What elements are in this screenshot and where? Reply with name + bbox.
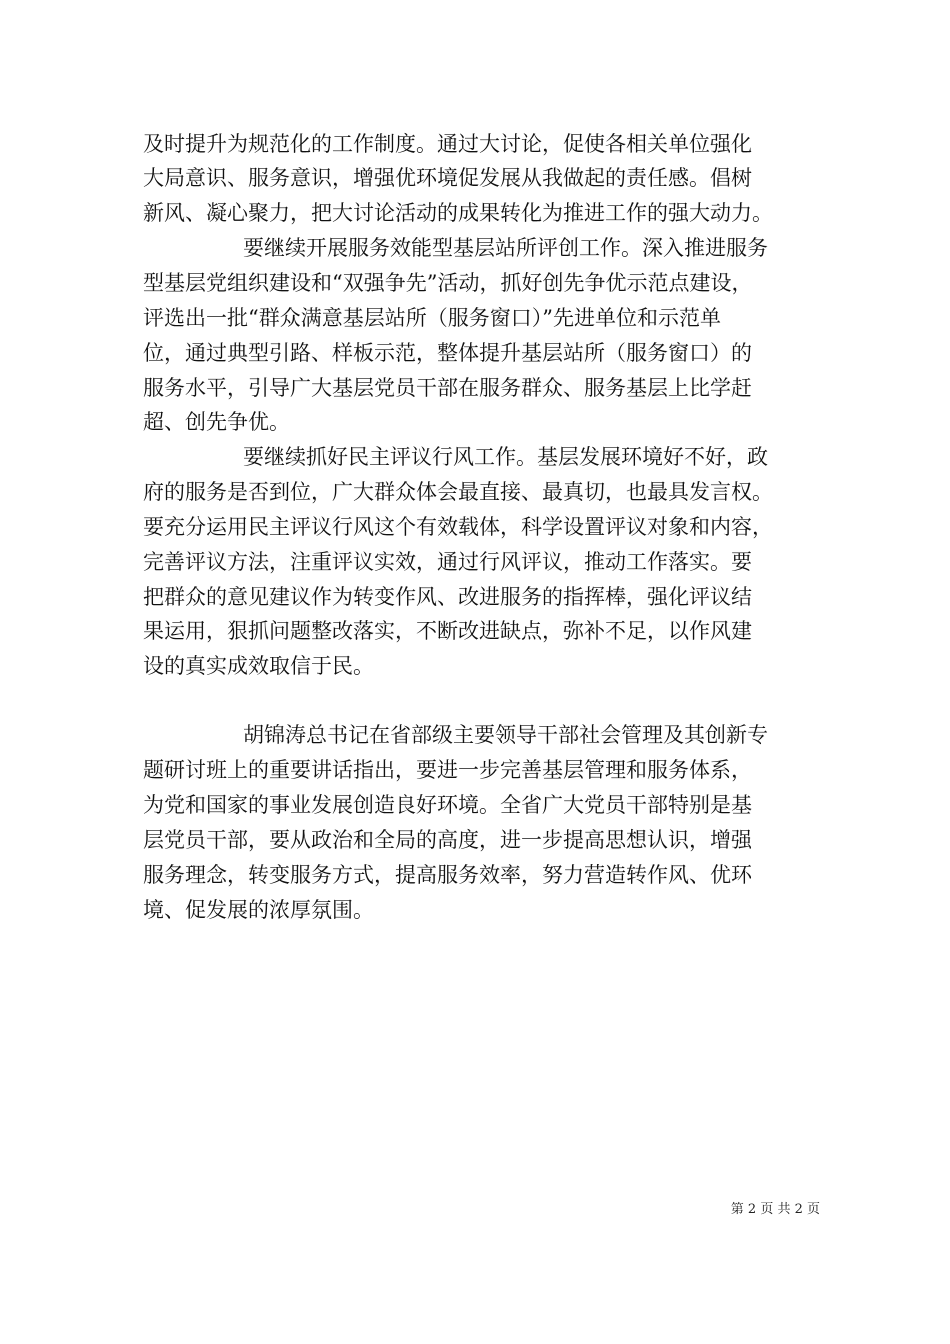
paragraph-first-line: 要继续开展服务效能型基层站所评创工作。深入推进服务 [243,236,768,260]
text-line: 设的真实成效取信于民。 [143,654,374,678]
text-line: 府的服务是否到位，广大群众体会最直接、最真切，也最具发言权。 [143,480,773,504]
text-line: 位，通过典型引路、样板示范，整体提升基层站所（服务窗口）的 [143,341,752,365]
text-line: 题研讨班上的重要讲话指出，要进一步完善基层管理和服务体系， [143,758,752,782]
paragraph-first-line: 要继续抓好民主评议行风工作。基层发展环境好不好，政 [243,445,768,469]
text-line: 服务理念，转变服务方式，提高服务效率，努力营造转作风、优环 [143,863,752,887]
text-line: 要充分运用民主评议行风这个有效载体，科学设置评议对象和内容， [143,515,773,539]
paragraph-first-line: 胡锦涛总书记在省部级主要领导干部社会管理及其创新专 [243,723,768,747]
page-number: 第 2 页 共 2 页 [730,1202,820,1217]
text-line: 为党和国家的事业发展创造良好环境。全省广大党员干部特别是基 [143,793,752,817]
text-line: 新风、凝心聚力，把大讨论活动的成果转化为推进工作的强大动力。 [143,201,773,225]
text-line: 型基层党组织建设和“双强争先”活动，抓好创先争优示范点建设， [143,271,753,295]
text-line: 果运用，狠抓问题整改落实，不断改进缺点，弥补不足，以作风建 [143,619,752,643]
text-line: 把群众的意见建议作为转变作风、改进服务的指挥棒，强化评议结 [143,585,752,609]
text-line: 大局意识、服务意识，增强优环境促发展从我做起的责任感。倡树 [143,166,752,190]
text-line: 层党员干部，要从政治和全局的高度，进一步提高思想认识，增强 [143,828,752,852]
text-line: 评选出一批“群众满意基层站所（服务窗口）”先进单位和示范单 [143,306,721,330]
text-line: 及时提升为规范化的工作制度。通过大讨论，促使各相关单位强化 [143,132,752,156]
text-line: 境、促发展的浓厚氛围。 [143,898,374,922]
text-line: 完善评议方法，注重评议实效，通过行风评议，推动工作落实。要 [143,550,752,574]
text-line: 超、创先争优。 [143,410,290,434]
text-line: 服务水平，引导广大基层党员干部在服务群众、服务基层上比学赶 [143,376,752,400]
